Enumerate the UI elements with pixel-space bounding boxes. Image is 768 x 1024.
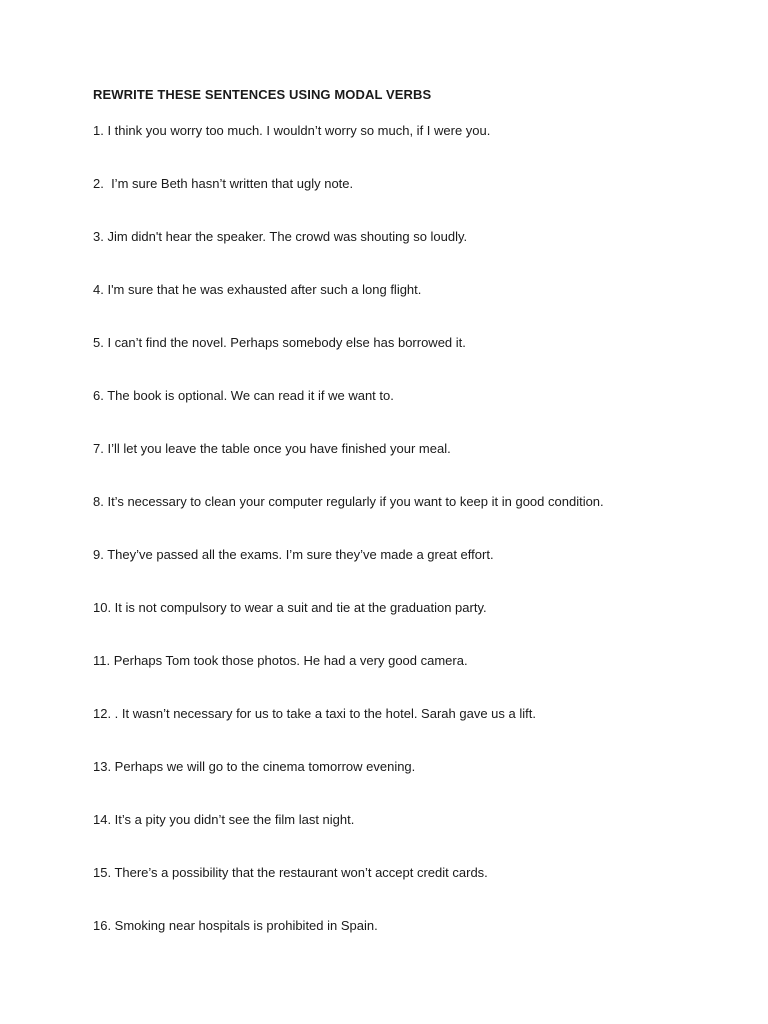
sentence-item-14: 14. It’s a pity you didn’t see the film last night. [93, 812, 355, 827]
sentence-item-6: 6. The book is optional. We can read it if we want to. [93, 388, 394, 403]
page-title: REWRITE THESE SENTENCES USING MODAL VERBS [93, 87, 432, 102]
sentence-item-9: 9. They’ve passed all the exams. I’m sure they’ve made a great effort. [93, 547, 494, 562]
sentence-item-7: 7. I’ll let you leave the table once you have finished your meal. [93, 441, 451, 456]
sentence-item-13: 13. Perhaps we will go to the cinema tomorrow evening. [93, 759, 416, 774]
sentence-item-11: 11. Perhaps Tom took those photos. He had a very good camera. [93, 653, 468, 668]
sentence-item-1: 1. I think you worry too much. I wouldn’t worry so much, if I were you. [93, 123, 491, 138]
sentence-item-12: 12. . It wasn’t necessary for us to take a taxi to the hotel. Sarah gave us a lift. [93, 706, 536, 721]
sentence-item-10: 10. It is not compulsory to wear a suit and tie at the graduation party. [93, 600, 487, 615]
sentence-item-3: 3. Jim didn't hear the speaker. The crowd was shouting so loudly. [93, 229, 468, 244]
sentence-item-4: 4. I'm sure that he was exhausted after such a long flight. [93, 282, 422, 297]
sentence-list [93, 122, 733, 970]
sentence-item-5: 5. I can’t find the novel. Perhaps somebody else has borrowed it. [93, 335, 466, 350]
sentence-item-16: 16. Smoking near hospitals is prohibited in Spain. [93, 918, 378, 933]
sentence-item-15: 15. There’s a possibility that the restaurant won’t accept credit cards. [93, 865, 488, 880]
sentence-item-2: 2. I’m sure Beth hasn’t written that ugly note. [93, 176, 354, 191]
sentence-item-8: 8. It’s necessary to clean your computer regularly if you want to keep it in good condition. [93, 494, 604, 509]
